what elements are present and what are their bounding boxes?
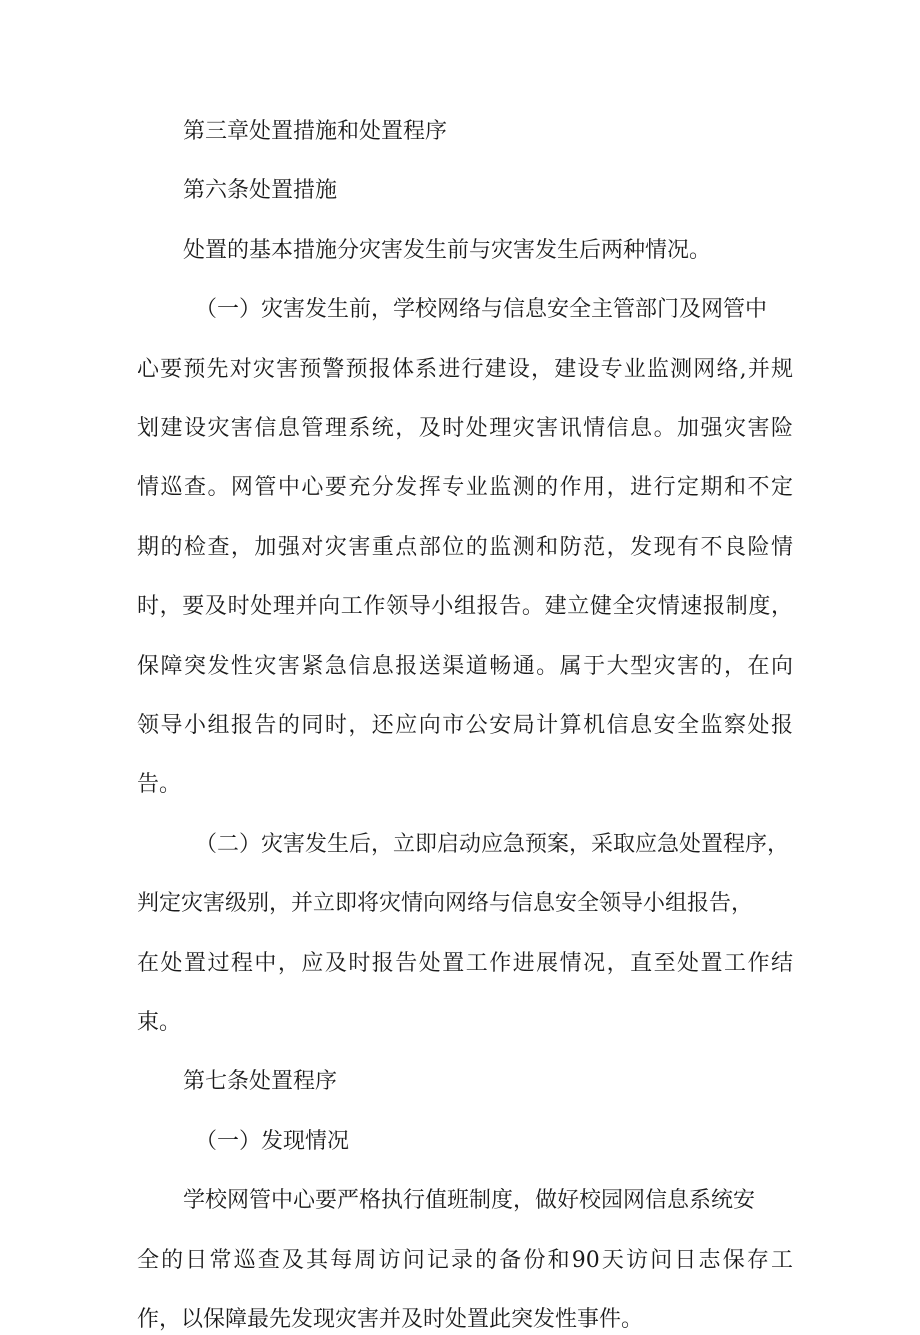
paragraph-line: （二）灾害发生后，立即启动应急预案，采取应急处置程序， — [195, 832, 790, 857]
paragraph-line: 时，要及时处理并向工作领导小组报告。建立健全灾情速报制度， — [137, 594, 793, 619]
subsection-discovery-title: （一）发现情况 — [195, 1129, 350, 1154]
paragraph-line: 领导小组报告的同时，还应向市公安局计算机信息安全监察处报 — [137, 713, 793, 738]
article-6-title: 第六条处置措施 — [183, 178, 338, 203]
paragraph-line: 心要预先对灾害预警预报体系进行建设，建设专业监测网络,并规 — [137, 357, 793, 382]
chapter-title: 第三章处置措施和处置程序 — [183, 119, 448, 144]
article-6-intro: 处置的基本措施分灾害发生前与灾害发生后两种情况。 — [183, 238, 712, 263]
paragraph-line: 学校网管中心要严格执行值班制度，做好校园网信息系统安 — [183, 1188, 756, 1213]
paragraph-line: 束。 — [137, 1010, 182, 1035]
paragraph-line: 保障突发性灾害紧急信息报送渠道畅通。属于大型灾害的，在向 — [137, 654, 793, 679]
paragraph-line: 情巡查。网管中心要充分发挥专业监测的作用，进行定期和不定 — [137, 475, 793, 500]
paragraph-line: 全的日常巡查及其每周访问记录的备份和90天访问日志保存工 — [137, 1248, 793, 1273]
paragraph-line: 划建设灾害信息管理系统，及时处理灾害讯情信息。加强灾害险 — [137, 416, 793, 441]
paragraph-line: 在处置过程中，应及时报告处置工作进展情况，直至处置工作结 — [137, 951, 793, 976]
article-7-title: 第七条处置程序 — [183, 1069, 338, 1094]
paragraph-line: （一）灾害发生前，学校网络与信息安全主管部门及网管中 — [195, 297, 768, 322]
paragraph-line: 期的检查，加强对灾害重点部位的监测和防范，发现有不良险情 — [137, 535, 793, 560]
paragraph-line: 告。 — [137, 772, 182, 797]
paragraph-line: 作，以保障最先发现灾害并及时处置此突发性事件。 — [137, 1307, 644, 1332]
paragraph-line: 判定灾害级别，并立即将灾情向网络与信息安全领导小组报告， — [137, 891, 754, 916]
